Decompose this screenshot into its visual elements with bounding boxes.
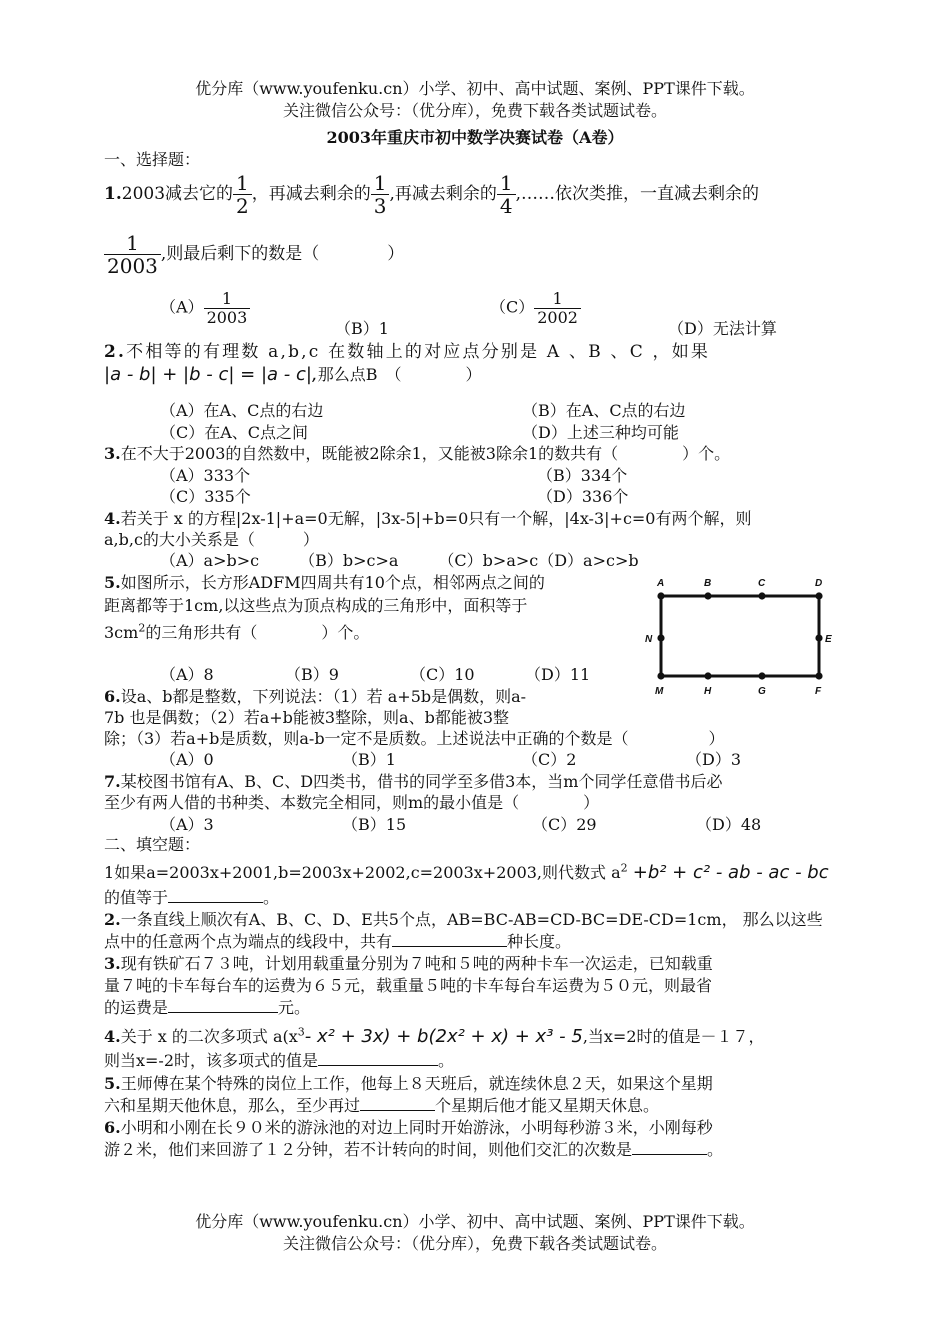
q1-option-b: （B）1 bbox=[335, 319, 389, 338]
point-b bbox=[704, 592, 711, 599]
q1-frac-2003: $\frac{1}{2003}$ bbox=[104, 232, 161, 277]
q7-text-1: 某校图书馆有A、B、C、D四类书，借书的同学至多借3本，当m个同学任意借书后必 bbox=[120, 772, 723, 791]
point-e bbox=[815, 634, 822, 641]
fill-4: 4.关于 x 的二次多项式 $a(x^3-$ x² + 3x) + b(2x² + x) + x³ - 5,当x=2时的值是－１７， bbox=[104, 1025, 765, 1047]
f4-expression: - x² + 3x) + b(2x² + x) + x³ - 5 bbox=[304, 1026, 583, 1047]
q4-options: （A）a>b>c （B）b>c>a （C）b>a>c（D）a>c>b bbox=[160, 551, 639, 570]
f3-text-2: 量７吨的卡车每台车的运费为６５元，载重量５吨的卡车每台车运费为５０元，则最省 bbox=[104, 976, 713, 995]
question-7 bbox=[104, 769, 722, 792]
f5-text-1: 王师傅在某个特殊的岗位上工作，他每上８天班后，就连续休息２天，如果这个星期 bbox=[120, 1074, 713, 1093]
point-c bbox=[758, 592, 765, 599]
q1-frac-quarter: $\frac{1}{4}$ bbox=[497, 172, 516, 217]
q1-text-2: ，再减去剩余的 bbox=[251, 184, 371, 204]
q7-text-2: 至少有两人借的书种类、本数完全相同，则m的最小值是（ ） bbox=[104, 793, 600, 812]
q3-option-d: （D）336个 bbox=[537, 487, 629, 506]
q5-option-d: （D）11 bbox=[525, 665, 591, 684]
q7-option-b: （B）15 bbox=[342, 815, 407, 834]
f3-answer-blank[interactable] bbox=[168, 998, 278, 1013]
f6-num: 6. bbox=[104, 1118, 121, 1137]
q2-option-a: （A）在A、C点的右边 bbox=[160, 401, 324, 420]
f3-num: 3. bbox=[104, 954, 121, 973]
question-5 bbox=[104, 570, 545, 593]
fill-6-line-2: 游２米，他们来回游了１２分钟，若不计转向的时间，则他们交汇的次数是 。 bbox=[104, 1140, 724, 1159]
q5-text-2: 距离都等于1cm,以这些点为顶点构成的三角形中，面积等于 bbox=[104, 596, 528, 615]
f2-text-1: 一条直线上顺次有A、B、C、D、E共5个点，AB=BC-AB=CD-BC=DE-CD=1cm， 那么以这些 bbox=[120, 910, 823, 929]
q6-text-1: 设a、b都是整数，下列说法：（1）若 a+5b是偶数，则a- bbox=[120, 687, 527, 706]
q1-option-d: （D）无法计算 bbox=[668, 319, 777, 338]
section-choice: 一、选择题： bbox=[104, 150, 201, 169]
label-m: M bbox=[655, 686, 664, 697]
q6-text-2: 7b 也是偶数；（2）若a+b能被3整除，则a、b都能被3整 bbox=[104, 708, 510, 727]
fill-2-line-2: 点中的任意两个点为端点的线段中，共有 种长度。 bbox=[104, 932, 572, 951]
f4-num: 4. bbox=[104, 1027, 121, 1046]
f4-tail: ,当x=2时的值是－１７， bbox=[582, 1027, 765, 1046]
f2-answer-blank[interactable] bbox=[392, 932, 507, 947]
question-2-line-2 bbox=[104, 362, 481, 385]
q1-text-5: 则最后剩下的数是（ ） bbox=[166, 244, 405, 264]
fill-6 bbox=[104, 1115, 713, 1138]
q5-option-a: （A）8 bbox=[160, 665, 214, 684]
q5-text-1: 如图所示，长方形ADFM四周共有10个点，相邻两点之间的 bbox=[120, 573, 545, 592]
f5-num: 5. bbox=[104, 1074, 121, 1093]
point-h bbox=[704, 672, 711, 679]
label-e: E bbox=[825, 634, 832, 645]
f1-expression: +b² + c² - ab - ac - bc bbox=[632, 862, 829, 883]
q7-option-d: （D）48 bbox=[696, 815, 762, 834]
point-a bbox=[657, 592, 664, 599]
q2-option-c: （C）在A、C点之间 bbox=[160, 423, 309, 442]
f1-text: 如果a=2003x+2001,b=2003x+2002,c=2003x+2003,则代数式 a bbox=[114, 863, 621, 882]
q3-text: 在不大于2003的自然数中，既能被2除余1，又能被3除余1的数共有（ ）个。 bbox=[120, 444, 731, 463]
q7-option-c: （C）29 bbox=[532, 815, 597, 834]
rectangle-adfm bbox=[661, 596, 819, 676]
q5-option-b: （B）9 bbox=[285, 665, 339, 684]
question-4 bbox=[104, 506, 752, 529]
q3-option-c: （C）335个 bbox=[160, 487, 251, 506]
q6-option-b: （B）1 bbox=[342, 750, 396, 769]
q6-num: 6. bbox=[104, 687, 121, 706]
point-d bbox=[815, 592, 822, 599]
question-6 bbox=[104, 684, 526, 707]
q3-num: 3. bbox=[104, 444, 121, 463]
label-d: D bbox=[815, 578, 823, 589]
q1-opt-c-frac: $\frac{1}{2002}$ bbox=[534, 290, 581, 326]
page-title: 2003年重庆市初中数学决赛试卷（A卷） bbox=[326, 128, 624, 147]
q6-option-a: （A）0 bbox=[160, 750, 214, 769]
question-1-line-2: $\frac{1}{2003}$ ,则最后剩下的数是（ ） bbox=[104, 232, 404, 277]
q5-num: 5. bbox=[104, 573, 121, 592]
header-line-2: 关注微信公众号：（优分库），免费下载各类试题试卷。 bbox=[282, 101, 667, 120]
q2-text-1: 不相等的有理数 a,b,c 在数轴上的对应点分别是 A 、B 、C ，如果 bbox=[126, 342, 711, 362]
point-m bbox=[657, 672, 664, 679]
f1-answer-blank[interactable] bbox=[168, 888, 263, 903]
f3-text-1: 现有铁矿石７３吨，计划用载重量分别为７吨和５吨的两种卡车一次运走，已知载重 bbox=[120, 954, 713, 973]
f5-answer-blank[interactable] bbox=[360, 1096, 435, 1111]
footer-line-2: 关注微信公众号：（优分库），免费下载各类试题试卷。 bbox=[282, 1234, 667, 1253]
fill-1-line-2: 的值等于 。 bbox=[104, 888, 280, 907]
fill-3 bbox=[104, 951, 713, 974]
fill-1: 1如果a=2003x+2001,b=2003x+2002,c=2003x+2003,则代数式 $a^2 +b^2 + c^2$ - ab - ac - bc bbox=[104, 861, 829, 883]
point-f bbox=[815, 672, 822, 679]
question-3 bbox=[104, 441, 730, 464]
q1-text-1: 2003减去它的 bbox=[121, 184, 234, 204]
label-g: G bbox=[758, 686, 766, 697]
f1-num: 1 bbox=[104, 863, 115, 882]
f4-text: 关于 x 的二次多项式 a(x bbox=[120, 1027, 298, 1046]
q1-text-4: ……依次类推，一直减去剩余的 bbox=[521, 184, 760, 204]
label-c: C bbox=[758, 578, 766, 589]
q2-expression: |a - b| + |b - c| = |a - c|, bbox=[104, 364, 318, 385]
f2-num: 2. bbox=[104, 910, 121, 929]
q7-num: 7. bbox=[104, 772, 121, 791]
fill-5-line-2: 六和星期天他休息，那么，至少再过 个星期后他才能又星期天休息。 bbox=[104, 1096, 660, 1115]
label-h: H bbox=[704, 686, 712, 697]
f6-answer-blank[interactable] bbox=[632, 1140, 707, 1155]
q1-frac-third: $\frac{1}{3}$ bbox=[371, 172, 390, 217]
q1-text-3: 再减去剩余的 bbox=[394, 184, 497, 204]
q5-option-c: （C）10 bbox=[410, 665, 475, 684]
question-2 bbox=[104, 337, 710, 362]
label-b: B bbox=[704, 578, 712, 589]
point-g bbox=[758, 672, 765, 679]
header-line-1: 优分库（www.youfenku.cn）小学、初中、高中试题、案例、PPT课件下载。 bbox=[195, 79, 755, 98]
fill-4-line-2: 则当x=-2时，该多项式的值是 。 bbox=[104, 1051, 455, 1070]
fill-2 bbox=[104, 907, 823, 930]
f6-text-1: 小明和小刚在长９０米的游泳池的对边上同时开始游泳，小明每秒游３米，小刚每秒 bbox=[120, 1118, 713, 1137]
label-a: A bbox=[657, 578, 665, 589]
q7-option-a: （A）3 bbox=[160, 815, 214, 834]
q6-option-d: （D）3 bbox=[686, 750, 742, 769]
q2-option-d: （D）上述三种均可能 bbox=[522, 423, 679, 442]
point-n bbox=[657, 634, 664, 641]
q4-text-2: a,b,c的大小关系是（ ） bbox=[104, 530, 319, 549]
q1-option-a: （A） $\frac{1}{2003}$ bbox=[160, 290, 250, 326]
question-1: 1.2003减去它的 $\frac{1}{2}$ ，再减去剩余的 $\frac{1}{3}$ ,再减去剩余的 $\frac{1}{4}$ ,……依次类推，一直减去剩余的 bbox=[104, 171, 760, 218]
q4-num: 4. bbox=[104, 509, 121, 528]
q1-frac-half: $\frac{1}{2}$ bbox=[233, 172, 252, 217]
fill-5 bbox=[104, 1071, 713, 1094]
fill-3-line-3: 的运费是 元。 bbox=[104, 998, 311, 1017]
q2-text-2: 那么点B （ ） bbox=[317, 365, 482, 384]
q1-option-c: （C） $\frac{1}{2002}$ bbox=[490, 290, 581, 326]
footer-line-1: 优分库（www.youfenku.cn）小学、初中、高中试题、案例、PPT课件下载。 bbox=[195, 1212, 755, 1231]
q6-option-c: （C）2 bbox=[522, 750, 577, 769]
q5-text-3: $3cm^2$的三角形共有（ ）个。 bbox=[104, 621, 370, 642]
q3-option-a: （A）333个 bbox=[160, 466, 251, 485]
label-n: N bbox=[645, 634, 653, 645]
section-fill: 二、填空题： bbox=[104, 835, 201, 854]
label-f: F bbox=[815, 686, 822, 697]
q2-option-b: （B）在A、C点的右边 bbox=[522, 401, 686, 420]
q4-text-1: 若关于 x 的方程|2x-1|+a=0无解，|3x-5|+b=0只有一个解，|4x-3|+c=0有两个解，则 bbox=[120, 509, 752, 528]
rectangle-figure bbox=[640, 570, 840, 700]
q3-option-b: （B）334个 bbox=[537, 466, 628, 485]
q1-num: 1. bbox=[104, 184, 122, 204]
q1-opt-a-frac: $\frac{1}{2003}$ bbox=[204, 290, 251, 326]
f4-answer-blank[interactable] bbox=[318, 1051, 438, 1066]
q6-text-3: 除；（3）若a+b是质数，则a-b一定不是质数。上述说法中正确的个数是（ ） bbox=[104, 729, 725, 748]
q2-num: 2. bbox=[104, 342, 127, 362]
